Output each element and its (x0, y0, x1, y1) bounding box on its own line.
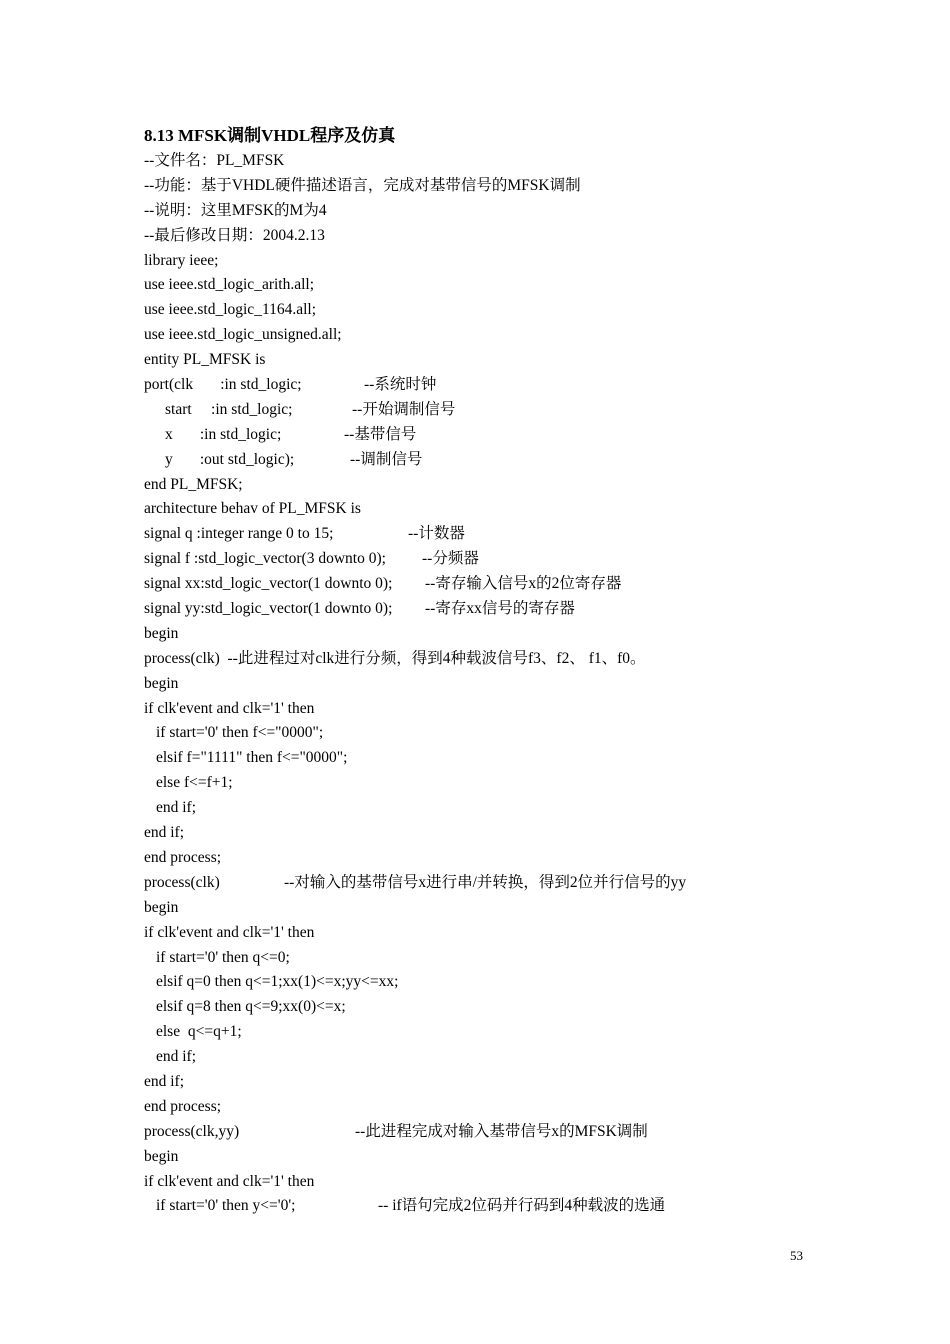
code-line (144, 448, 904, 473)
code-line (144, 771, 904, 796)
code-line (144, 995, 904, 1020)
code-text: library ieee; (144, 251, 219, 269)
code-line (144, 622, 904, 647)
code-text: signal yy:std_logic_vector(1 downto 0); (144, 600, 393, 618)
code-text: begin (144, 624, 179, 642)
code-line (144, 497, 904, 522)
code-comment: --开始调制信号 (352, 400, 456, 418)
code-line (144, 1045, 904, 1070)
code-text: use ieee.std_logic_unsigned.all; (144, 326, 342, 344)
code-line (144, 746, 904, 771)
code-comment: --基带信号 (344, 425, 417, 443)
code-comment: --系统时钟 (364, 376, 437, 394)
code-text: signal q :integer range 0 to 15; (144, 525, 334, 543)
code-line (144, 697, 904, 722)
code-line (144, 572, 904, 597)
code-line (144, 1145, 904, 1170)
code-line (144, 398, 904, 423)
code-comment: --寄存输入信号x的2位寄存器 (425, 575, 622, 593)
code-text: --说明：这里MFSK的M为4 (144, 201, 327, 219)
code-line (144, 1120, 904, 1145)
code-comment: --对输入的基带信号x进行串/并转换，得到2位并行信号的yy (284, 873, 687, 891)
code-text: port(clk :in std_logic; (144, 376, 302, 394)
code-line (144, 721, 904, 746)
code-line (144, 323, 904, 348)
code-text: if clk'event and clk='1' then (144, 923, 315, 941)
code-text: elsif f="1111" then f<="0000"; (156, 749, 348, 767)
code-line (144, 273, 904, 298)
code-text: process(clk) --此进程过对clk进行分频，得到4种载波信号f3、f2、 f1、f0。 (144, 649, 646, 667)
code-line (144, 1070, 904, 1095)
code-line (144, 647, 904, 672)
code-line (144, 473, 904, 498)
code-text: elsif q=8 then q<=9;xx(0)<=x; (156, 998, 346, 1016)
code-text: if start='0' then y<='0'; (156, 1197, 296, 1215)
code-text: signal f :std_logic_vector(3 downto 0); (144, 550, 386, 568)
code-text: if clk'event and clk='1' then (144, 1172, 315, 1190)
code-text: elsif q=0 then q<=1;xx(1)<=x;yy<=xx; (156, 973, 399, 991)
code-text: begin (144, 674, 179, 692)
code-line (144, 1020, 904, 1045)
code-line (144, 821, 904, 846)
code-line (144, 921, 904, 946)
code-line (144, 249, 904, 274)
code-text: process(clk) (144, 873, 220, 891)
code-text: if start='0' then f<="0000"; (156, 724, 324, 742)
code-line (144, 348, 904, 373)
code-comment: --调制信号 (350, 450, 423, 468)
page-number: 53 (790, 1248, 803, 1263)
code-line (144, 871, 904, 896)
code-text: else q<=q+1; (156, 1023, 242, 1041)
code-line (144, 896, 904, 921)
code-line (144, 224, 904, 249)
code-line (144, 149, 904, 174)
code-line (144, 547, 904, 572)
code-line (144, 298, 904, 323)
code-text: end PL_MFSK; (144, 475, 243, 493)
code-text: x :in std_logic; (165, 425, 282, 443)
code-comment: --寄存xx信号的寄存器 (425, 600, 575, 618)
code-text: end process; (144, 1097, 222, 1115)
section-title: 8.13 MFSK调制VHDL程序及仿真 (144, 126, 396, 145)
code-text: start :in std_logic; (165, 400, 293, 418)
code-line (144, 846, 904, 871)
code-comment: -- if语句完成2位码并行码到4种载波的选通 (378, 1197, 666, 1215)
code-line (144, 672, 904, 697)
code-text: use ieee.std_logic_1164.all; (144, 301, 317, 319)
code-text: end if; (156, 1048, 197, 1066)
code-line (144, 199, 904, 224)
code-text: --最后修改日期：2004.2.13 (144, 226, 325, 244)
code-text: signal xx:std_logic_vector(1 downto 0); (144, 575, 393, 593)
code-text: --文件名：PL_MFSK (144, 152, 285, 169)
code-comment: --计数器 (408, 525, 465, 543)
code-line (144, 1170, 904, 1195)
code-text: begin (144, 898, 179, 916)
code-text: end if; (156, 799, 197, 817)
code-text: architecture behav of PL_MFSK is (144, 500, 361, 518)
code-line (144, 174, 904, 199)
code-line (144, 1194, 904, 1219)
code-text: use ieee.std_logic_arith.all; (144, 276, 315, 294)
code-text: y :out std_logic); (165, 450, 295, 468)
code-text: else f<=f+1; (156, 774, 233, 792)
code-text: begin (144, 1147, 179, 1165)
code-line (144, 970, 904, 995)
code-text: --功能：基于VHDL硬件描述语言，完成对基带信号的MFSK调制 (144, 176, 581, 194)
code-text: if start='0' then q<=0; (156, 948, 290, 966)
code-line (144, 796, 904, 821)
code-line (144, 373, 904, 398)
code-listing (144, 149, 904, 1219)
code-text: entity PL_MFSK is (144, 351, 266, 369)
code-text: end process; (144, 848, 222, 866)
code-line (144, 597, 904, 622)
code-line (144, 522, 904, 547)
code-text: if clk'event and clk='1' then (144, 699, 315, 717)
code-line (144, 946, 904, 971)
code-text: process(clk,yy) (144, 1122, 240, 1140)
code-text: end if; (144, 824, 185, 842)
code-comment: --此进程完成对输入基带信号x的MFSK调制 (355, 1122, 648, 1140)
code-comment: --分频器 (422, 550, 479, 568)
code-line (144, 1095, 904, 1120)
code-text: end if; (144, 1072, 185, 1090)
code-line (144, 423, 904, 448)
